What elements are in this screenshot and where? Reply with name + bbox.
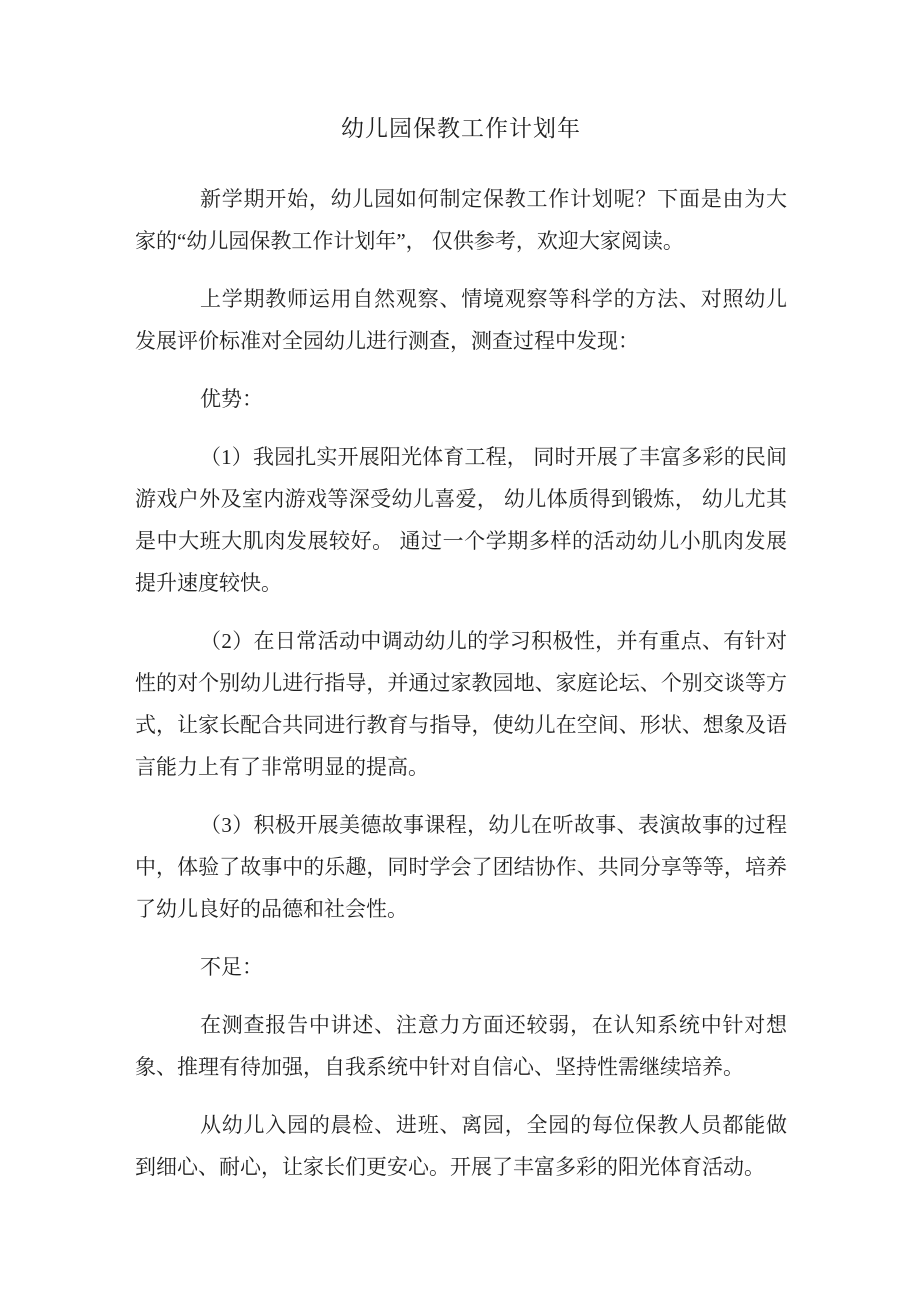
paragraph-point-3: （3）积极开展美德故事课程，幼儿在听故事、表演故事的过程中，体验了故事中的乐趣，同时学会了团结协作、共同分享等等，培养了幼儿良好的品德和社会性。 <box>135 813 787 921</box>
paragraph-point-1: （1）我园扎实开展阳光体育工程， 同时开展了丰富多彩的民间游戏户外及室内游戏等深受幼儿喜爱， 幼儿体质得到锻炼， 幼儿尤其是中大班大肌肉发展较好。 通过一个学期多样的活动幼儿小肌肉发展提升速度较快。 <box>135 445 787 595</box>
paragraph-weakness: 在测查报告中讲述、注意力方面还较弱，在认知系统中针对想象、推理有待加强，自我系统中针对自信心、坚持性需继续培养。 <box>135 1013 787 1079</box>
paragraph-survey-method: 上学期教师运用自然观察、情境观察等科学的方法、对照幼儿发展评价标准对全园幼儿进行测查，测查过程中发现： <box>135 287 787 353</box>
paragraph-intro: 新学期开始，幼儿园如何制定保教工作计划呢？下面是由为大家的“幼儿园保教工作计划年”， 仅供参考，欢迎大家阅读。 <box>135 187 787 253</box>
section-heading-shortcomings: 不足： <box>200 955 263 979</box>
section-heading-advantages: 优势： <box>200 387 263 411</box>
paragraph-point-2: （2）在日常活动中调动幼儿的学习积极性，并有重点、有针对性的对个别幼儿进行指导，并通过家教园地、家庭论坛、个别交谈等方式，让家长配合共同进行教育与指导，使幼儿在空间、形状、想象及语言能力上有了非常明显的提高。 <box>135 629 787 779</box>
document-title: 幼儿园保教工作计划年 <box>341 116 581 141</box>
paragraph-daily-care: 从幼儿入园的晨检、进班、离园，全园的每位保教人员都能做到细心、耐心，让家长们更安心。开展了丰富多彩的阳光体育活动。 <box>135 1113 787 1179</box>
